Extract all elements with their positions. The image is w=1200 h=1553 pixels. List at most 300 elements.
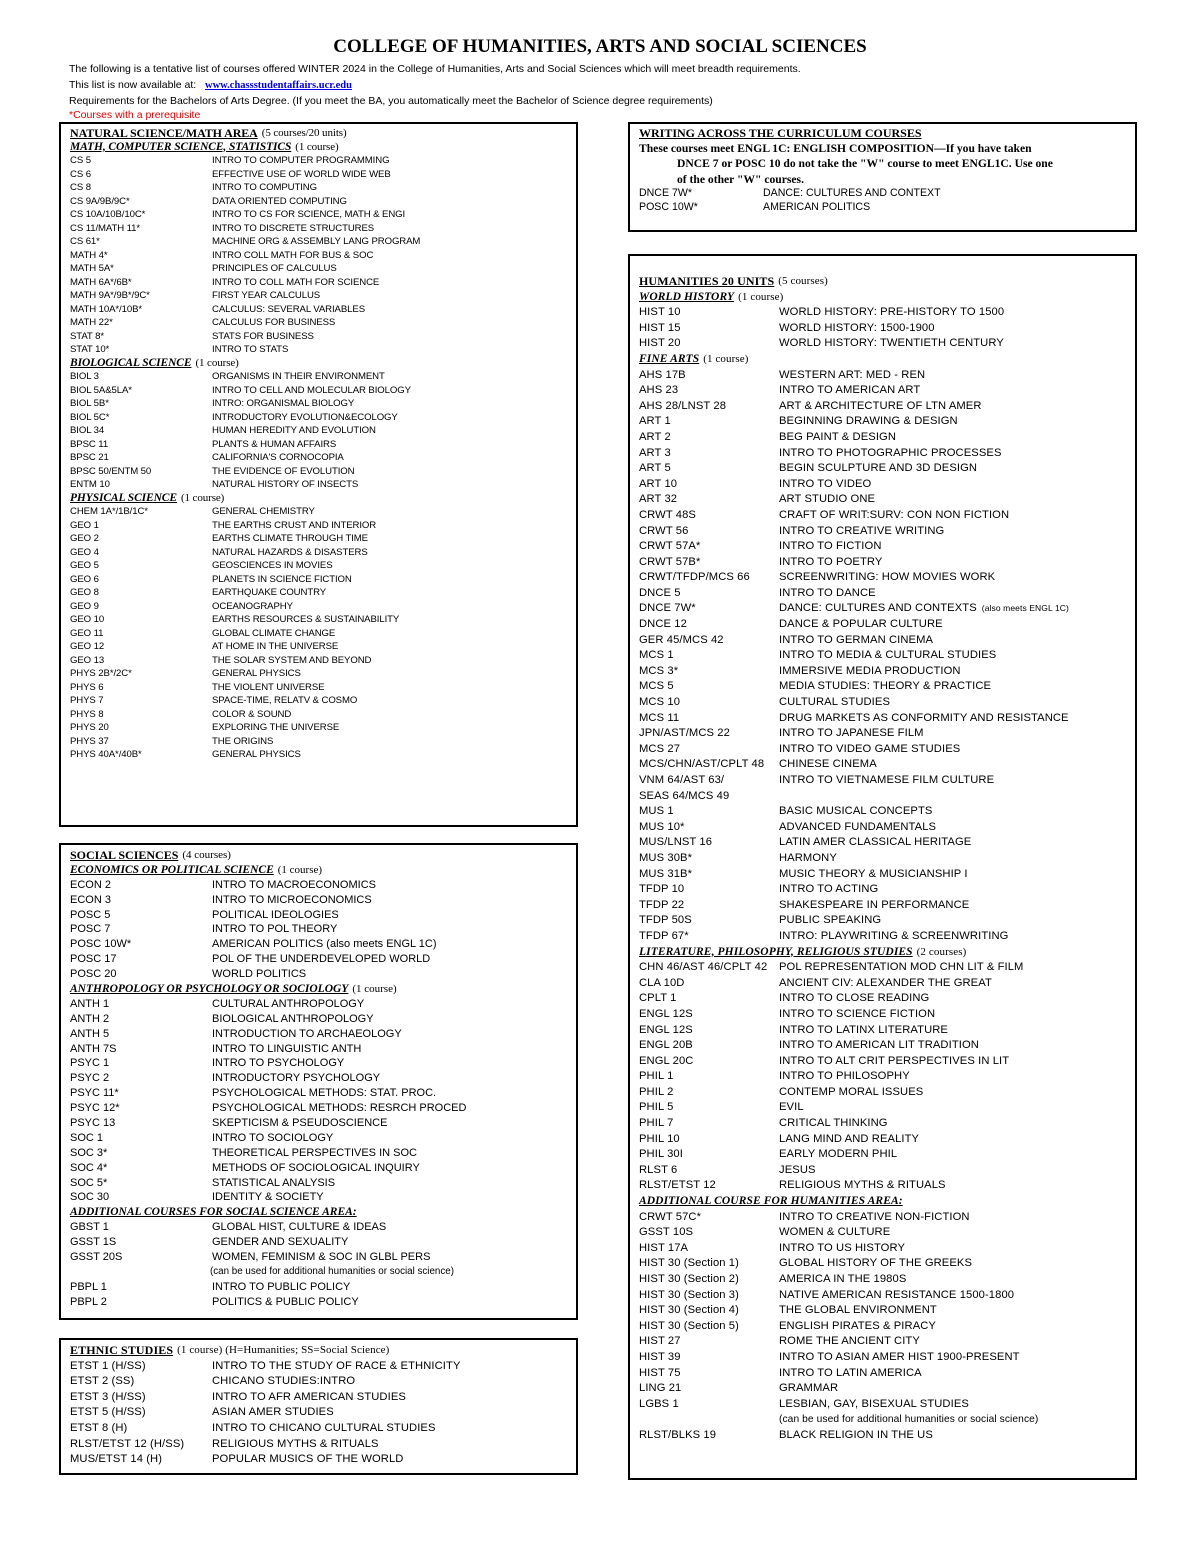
course-title: INTRO TO GERMAN CINEMA [779,633,934,646]
course-code: BIOL 3 [70,371,99,382]
course-code: BPSC 11 [70,438,109,450]
course-code: GSST 10S [639,1226,694,1239]
course-title: HARMONY [779,851,837,864]
course-code: ENGL 20B [639,1039,693,1052]
course-row [70,546,572,560]
course-title: BIOLOGICAL ANTHROPOLOGY [212,1012,374,1025]
course-code: CLA 10D [639,976,685,989]
course-code: CRWT/TFDP/MCS 66 [639,571,750,584]
course-code: CHN 46/AST 46/CPLT 42 [639,961,768,974]
course-title: HUMAN HEREDITY AND EVOLUTION [212,425,376,436]
course-row [639,648,1131,664]
course-row [70,276,572,290]
requirements-text: Requirements for the Bachelors of Arts Degree. (If you meet the BA, you automatically meet the Bachelor of Science degree requirements) [69,95,713,107]
course-row [639,1272,1131,1288]
course-row [70,343,572,357]
course-code: PSYC 2 [70,1072,110,1085]
course-code: DNCE 5 [639,586,681,599]
course-row [70,748,572,762]
course-row [639,757,1131,773]
course-title: GLOBAL HIST, CULTURE & IDEAS [212,1221,387,1234]
course-row [70,208,572,222]
section-heading: MATH, COMPUTER SCIENCE, STATISTICS [70,140,292,153]
course-row [70,721,572,735]
humanities-box [628,254,1137,1480]
course-title: INTRO: ORGANISMAL BIOLOGY [212,398,355,409]
course-row [70,154,572,168]
course-row [70,1161,572,1176]
social-sciences-title: SOCIAL SCIENCES [70,848,179,862]
course-row [70,262,572,276]
section-heading: ADDITIONAL COURSES FOR SOCIAL SCIENCE AREA: [70,1206,357,1219]
writing-title: WRITING ACROSS THE CURRICULUM COURSES [639,126,922,140]
course-code: MUS 30B* [639,851,693,864]
course-title: INTRO TO VIETNAMESE FILM CULTURE [779,774,995,786]
course-row [639,929,1131,945]
writing-courses-content [639,127,1131,214]
course-title: ART & ARCHITECTURE OF LTN AMER [779,399,982,412]
course-code: MCS 11 [639,711,680,724]
course-code: MATH 22* [70,317,113,328]
course-code: CS 11/MATH 11* [70,222,141,234]
course-title: SPACE-TIME, RELATV & COSMO [212,695,358,706]
social-sciences-title-row [70,848,572,863]
natural-science-list [70,127,572,762]
section-heading-row [70,492,572,506]
course-row [70,411,572,425]
course-code: PHIL 30I [639,1148,683,1161]
course-code: LGBS 1 [639,1397,679,1410]
course-title: DATA ORIENTED COMPUTING [212,195,347,207]
section-heading-row [639,290,1131,306]
social-sciences-list [70,848,572,1310]
course-title: THEORETICAL PERSPECTIVES IN SOC [212,1146,417,1159]
course-row [70,952,572,967]
course-code: POSC 7 [70,923,111,936]
course-code: GEO 5 [70,560,99,571]
course-row [639,1069,1131,1085]
course-row [70,1116,572,1131]
course-code: ART 2 [639,430,671,443]
course-title: IMMERSIVE MEDIA PRODUCTION [779,664,961,677]
course-row [70,878,572,893]
course-title: INTRO TO ALT CRIT PERSPECTIVES IN LIT [779,1054,1010,1067]
course-code: PSYC 13 [70,1117,116,1130]
course-row [639,679,1131,695]
course-title: POL OF THE UNDERDEVELOPED WORLD [212,953,431,966]
course-row [639,835,1131,851]
course-row [639,570,1131,586]
course-title: INTRO TO PUBLIC POLICY [212,1280,351,1293]
course-code: CRWT 56 [639,524,689,537]
course-row [639,976,1131,992]
section-heading-row [70,863,572,878]
course-code: CRWT 57A* [639,540,701,553]
course-title: INTRO TO LATIN AMERICA [779,1366,922,1379]
course-row [639,477,1131,493]
course-title: LESBIAN, GAY, BISEXUAL STUDIES [779,1397,969,1410]
course-title: DANCE & POPULAR CULTURE [779,618,943,631]
course-code: JPN/AST/MCS 22 [639,727,730,740]
course-row [639,399,1131,415]
course-title: PUBLIC SPEAKING [779,914,882,927]
course-title: INTRO TO ACTING [779,883,879,896]
course-code: SOC 3* [70,1146,108,1159]
course-title: THE VIOLENT UNIVERSE [212,681,325,693]
course-title: EARLY MODERN PHIL [779,1148,898,1161]
course-row [639,1381,1131,1397]
course-code: VNM 64/AST 63/ [639,774,725,786]
course-row [639,1288,1131,1304]
course-code: PHYS 40A*/40B* [70,749,142,760]
course-row [70,1390,572,1406]
social-sciences-title-note: (4 courses) [182,849,231,861]
course-title: MUSIC THEORY & MUSICIANSHIP I [779,867,968,880]
course-title: POPULAR MUSICS OF THE WORLD [212,1453,404,1466]
course-row [639,711,1131,727]
course-code: CRWT 48S [639,508,696,521]
course-title: CULTURAL STUDIES [779,696,891,709]
course-row [639,1023,1131,1039]
course-title: BASIC MUSICAL CONCEPTS [779,805,933,818]
course-title: WESTERN ART: MED - REN [779,368,926,381]
course-row [70,505,572,519]
course-row [70,532,572,546]
course-row [70,667,572,681]
course-row [639,1225,1131,1241]
course-row [70,640,572,654]
course-code: TFDP 67* [639,929,689,942]
section-heading: LITERATURE, PHILOSOPHY, RELIGIOUS STUDIES [639,945,913,958]
course-code: SOC 4* [70,1161,108,1174]
course-code: HIST 20 [639,337,681,350]
course-code: ANTH 5 [70,1027,110,1040]
course-code: MATH 4* [70,249,108,261]
course-title: INTRODUCTORY EVOLUTION&ECOLOGY [212,411,398,423]
course-row [639,1319,1131,1335]
course-title: INTRO TO VIDEO [779,477,872,490]
ethnic-studies-title-row [70,1343,572,1359]
course-title: EXPLORING THE UNIVERSE [212,722,340,733]
course-row [70,303,572,317]
course-code: GEO 2 [70,533,99,544]
course-code: CS 61* [70,236,100,247]
course-code: BPSC 50/ENTM 50 [70,465,152,477]
prerequisite-note: *Courses with a prerequisite [69,109,201,121]
course-title: PLANETS IN SCIENCE FICTION [212,573,352,585]
course-title: GENERAL PHYSICS [212,668,301,679]
course-row [70,1071,572,1086]
course-title: EVIL [779,1101,804,1114]
course-row [639,1007,1131,1023]
course-row [639,991,1131,1007]
course-row [639,1210,1131,1226]
course-row [639,960,1131,976]
course-title: INTRO TO MACROECONOMICS [212,878,376,891]
availability-label: This list is now available at: [69,79,197,91]
course-title: ROME THE ANCIENT CITY [779,1335,920,1348]
course-code: POSC 10W* [70,938,132,951]
course-row [70,1131,572,1146]
course-row [70,586,572,600]
course-title: POLITICS & PUBLIC POLICY [212,1295,359,1308]
course-row [639,305,1131,321]
usage-note: (can be used for additional humanities or social science) [779,1414,1039,1426]
section-heading: FINE ARTS [639,352,700,365]
course-row [70,1235,572,1250]
course-title: FIRST YEAR CALCULUS [212,290,321,301]
course-row [639,664,1131,680]
page-title: COLLEGE OF HUMANITIES, ARTS AND SOCIAL SCIENCES [333,36,867,57]
course-code: MCS/CHN/AST/CPLT 48 [639,758,765,771]
course-row [639,1428,1131,1444]
course-title: INTRO TO AFR AMERICAN STUDIES [212,1390,406,1403]
course-row [70,735,572,749]
course-code: CRWT 57C* [639,1210,702,1223]
course-code: GEO 10 [70,614,105,625]
course-title: ASIAN AMER STUDIES [212,1406,334,1419]
course-title: INTRO TO COLL MATH FOR SCIENCE [212,276,380,288]
course-row [70,1012,572,1027]
course-code: BPSC 21 [70,452,109,463]
course-row [639,555,1131,571]
course-row [70,708,572,722]
course-code: PSYC 12* [70,1102,120,1115]
course-code: STAT 10* [70,344,110,355]
course-row [70,1176,572,1191]
course-title: WOMEN, FEMINISM & SOC IN GLBL PERS [212,1251,431,1264]
course-row [639,617,1131,633]
course-title: JESUS [779,1163,816,1176]
course-row [639,789,1131,805]
section-heading-row [639,352,1131,368]
course-code: MUS/ETST 14 (H) [70,1453,163,1466]
course-row [639,820,1131,836]
intro-text: The following is a tentative list of courses offered WINTER 2024 in the College of Humanities, Arts and Social Sciences which will meet breadth requirements. [69,63,801,75]
course-code: PBPL 2 [70,1295,107,1308]
course-title: BEGINNING DRAWING & DESIGN [779,415,958,428]
course-code: PHIL 5 [639,1101,674,1114]
course-code: GER 45/MCS 42 [639,633,724,646]
course-title: INTRO: PLAYWRITING & SCREENWRITING [779,929,1009,942]
course-row [70,316,572,330]
course-code: HIST 17A [639,1241,689,1254]
course-row [639,1256,1131,1272]
course-code: PHYS 6 [70,681,104,693]
course-code: MCS 1 [639,649,674,662]
course-code: ANTH 7S [70,1042,117,1055]
course-row [639,1132,1131,1148]
course-title: INTRO TO MEDIA & CULTURAL STUDIES [779,649,997,662]
course-code: CRWT 57B* [639,555,701,568]
course-row [639,1303,1131,1319]
section-heading-row [70,1205,572,1220]
course-title: NATURAL HISTORY OF INSECTS [212,479,359,490]
course-code: ART 5 [639,462,671,475]
course-code: PHYS 7 [70,695,104,706]
course-row [70,1250,572,1265]
course-row [639,1397,1131,1413]
course-title: INTRO TO ASIAN AMER HIST 1900-PRESENT [779,1350,1020,1363]
course-title: METHODS OF SOCIOLOGICAL INQUIRY [212,1161,420,1174]
course-code: AHS 17B [639,368,686,381]
course-title: GEOSCIENCES IN MOVIES [212,560,333,571]
course-code: CS 10A/10B/10C* [70,209,146,220]
course-code: POSC 20 [70,968,117,981]
section-heading: ECONOMICS OR POLITICAL SCIENCE [70,863,274,876]
course-title: ART STUDIO ONE [779,493,876,506]
course-code: POSC 10W* [639,200,698,213]
course-row [70,478,572,492]
course-title: POLITICAL IDEOLOGIES [212,908,339,921]
availability-line [69,79,352,91]
course-code: GEO 13 [70,654,105,666]
course-title: GENERAL PHYSICS [212,749,301,760]
course-title: CRITICAL THINKING [779,1117,888,1130]
course-code: SEAS 64/MCS 49 [639,789,730,802]
course-title: SKEPTICISM & PSEUDOSCIENCE [212,1117,388,1130]
writing-text-2: DNCE 7 or POSC 10 do not take the "W" course to meet ENGL1C. Use one [677,157,1053,170]
course-code: HIST 30 (Section 4) [639,1304,739,1317]
course-title: GENERAL CHEMISTRY [212,506,315,517]
course-code: MCS 27 [639,742,681,755]
course-row [70,922,572,937]
course-code: MATH 10A*/10B* [70,303,143,315]
section-heading: WORLD HISTORY [639,290,735,303]
course-code: ART 32 [639,493,678,506]
course-code: DNCE 12 [639,618,687,631]
course-code: ENGL 12S [639,1007,693,1020]
course-code: MUS/LNST 16 [639,836,713,849]
section-heading-note: (2 courses) [916,945,967,958]
course-code: ANTH 1 [70,997,110,1010]
course-row [70,600,572,614]
course-title: INTRO COLL MATH FOR BUS & SOC [212,249,374,261]
course-code: ETST 8 (H) [70,1421,128,1434]
course-code: SOC 5* [70,1176,108,1189]
course-row [639,1147,1131,1163]
course-code: PHYS 2B*/2C* [70,668,132,679]
course-row [639,1085,1131,1101]
course-title: RELIGIOUS MYTHS & RITUALS [212,1437,379,1450]
course-code: ETST 1 (H/SS) [70,1359,146,1372]
course-row [639,1350,1131,1366]
course-code: GEO 4 [70,546,99,558]
course-row [639,492,1131,508]
course-row [70,370,572,384]
humanities-list [639,274,1131,1444]
course-title: WORLD HISTORY: 1500-1900 [779,321,935,334]
course-code: RLST/BLKS 19 [639,1428,717,1441]
section-heading-note: (1 course) [738,290,784,303]
course-row [70,397,572,411]
course-row [639,321,1131,337]
course-title: EARTHQUAKE COUNTRY [212,587,327,598]
natural-science-title: NATURAL SCIENCE/MATH AREA [70,126,258,140]
course-title: PRINCIPLES OF CALCULUS [212,263,337,274]
course-row [639,882,1131,898]
course-title: DANCE: CULTURES AND CONTEXTS [779,602,977,615]
course-title: POL REPRESENTATION MOD CHN LIT & FILM [779,961,1024,974]
course-title: EFFECTIVE USE OF WORLD WIDE WEB [212,168,391,180]
course-row [639,524,1131,540]
course-title: INTRO TO PHOTOGRAPHIC PROCESSES [779,446,1002,459]
course-title: INTRO TO LATINX LITERATURE [779,1023,948,1036]
course-code: CS 8 [70,182,91,193]
course-title: OCEANOGRAPHY [212,600,293,612]
course-row [639,368,1131,384]
course-row [639,508,1131,524]
course-title: PLANTS & HUMAN AFFAIRS [212,438,337,450]
course-row [70,330,572,344]
course-row [70,519,572,533]
course-row [639,430,1131,446]
course-title: ORGANISMS IN THEIR ENVIRONMENT [212,371,385,382]
course-code: ART 1 [639,415,671,428]
course-row [70,195,572,209]
course-title: INTRO TO US HISTORY [779,1241,906,1254]
humanities-title-note: (5 courses) [778,275,828,287]
course-row [639,898,1131,914]
course-code: MCS 10 [639,696,681,709]
course-title: INTRO TO FICTION [779,540,882,553]
course-code: MUS 1 [639,805,674,818]
section-heading-note: (1 course) [195,356,239,369]
section-heading: PHYSICAL SCIENCE [70,491,177,504]
course-row [70,573,572,587]
course-row [70,1359,572,1375]
course-code: MCS 5 [639,680,674,693]
course-code: SOC 30 [70,1191,110,1204]
course-code: TFDP 22 [639,898,685,911]
section-heading-row [70,357,572,371]
course-row [639,201,1131,215]
course-row [639,414,1131,430]
course-row [70,1220,572,1235]
course-code: MATH 6A*/6B* [70,276,132,288]
course-title: ADVANCED FUNDAMENTALS [779,820,937,833]
course-row [70,181,572,195]
course-row [70,1280,572,1295]
section-heading-row [70,141,572,155]
course-code: MCS 3* [639,664,679,677]
course-row [639,461,1131,477]
course-row [70,681,572,695]
natural-science-box [59,122,578,827]
course-row [639,851,1131,867]
course-title: INTRODUCTORY PSYCHOLOGY [212,1072,381,1085]
course-title: INTRO TO LINGUISTIC ANTH [212,1042,362,1055]
course-title: THE SOLAR SYSTEM AND BEYOND [212,654,372,666]
course-code: PHYS 37 [70,735,109,747]
course-title: INTRO TO PHILOSOPHY [779,1070,910,1083]
course-row [639,913,1131,929]
course-code: ENTM 10 [70,479,110,490]
course-row [639,773,1131,789]
course-code: TFDP 10 [639,883,685,896]
course-title: INTRODUCTION TO ARCHAEOLOGY [212,1027,402,1040]
course-title: INTRO TO JAPANESE FILM [779,727,924,740]
humanities-title-row [639,274,1131,290]
course-code: ANTH 2 [70,1012,110,1025]
course-inline-note: (also meets ENGL 1C) [981,603,1069,614]
course-title: CALIFORNIA'S CORNOCOPIA [212,452,344,463]
course-row [639,1116,1131,1132]
website-link[interactable]: www.chassstudentaffairs.ucr.edu [205,80,352,91]
course-code: GEO 8 [70,587,99,598]
course-title: DRUG MARKETS AS CONFORMITY AND RESISTANCE [779,711,1069,724]
course-title: GENDER AND SEXUALITY [212,1236,349,1249]
